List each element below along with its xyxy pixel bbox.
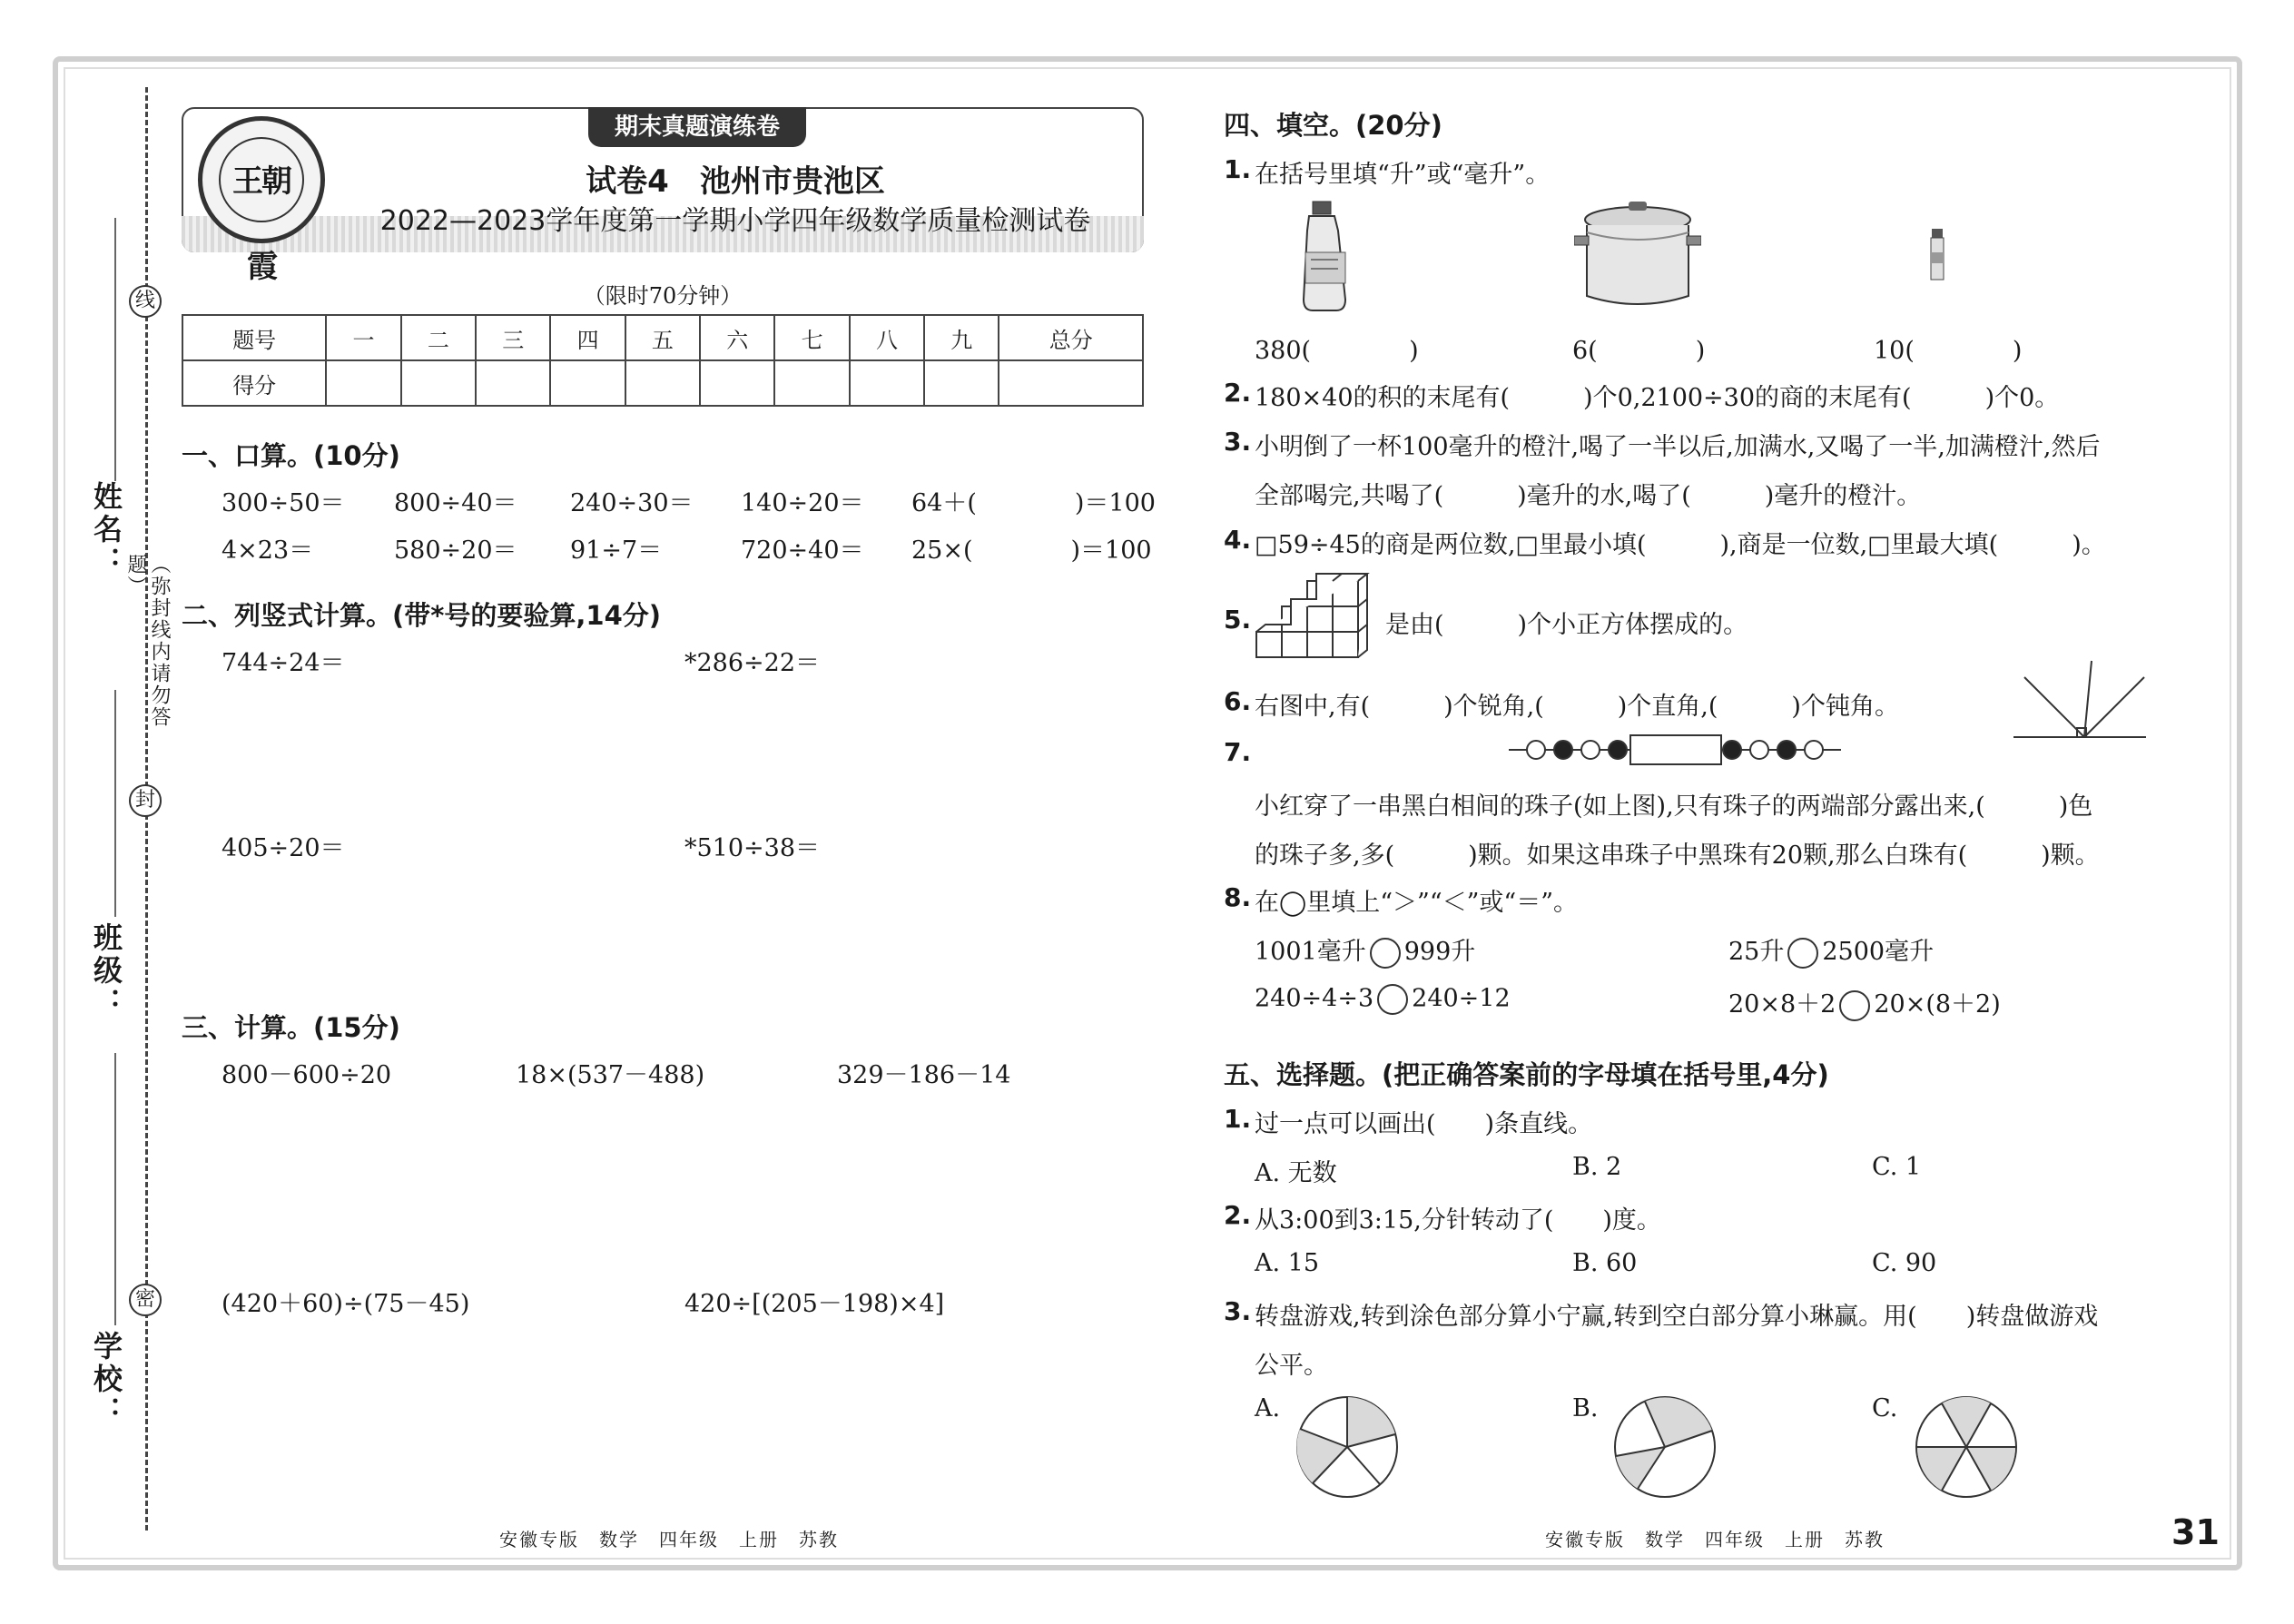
compare-left: 240÷4÷3 — [1255, 984, 1374, 1013]
q5-1-number: 1. — [1224, 1104, 1252, 1134]
compare-right: 240÷12 — [1412, 984, 1511, 1013]
q4-6-number: 6. — [1224, 686, 1252, 716]
oral-item: 140÷20＝ — [741, 489, 864, 517]
score-input-cell[interactable] — [774, 360, 849, 406]
compare-circle[interactable] — [1370, 938, 1401, 969]
vertical-calc-item: 405÷20＝ — [222, 834, 345, 862]
option[interactable]: A. 15 — [1255, 1249, 1320, 1277]
q4-1-number: 1. — [1224, 154, 1252, 184]
q5-1-text[interactable]: 过一点可以画出( )条直线。 — [1255, 1110, 1593, 1138]
score-cell: 四 — [550, 315, 625, 360]
score-cell: 六 — [700, 315, 774, 360]
option[interactable]: B. 60 — [1572, 1249, 1638, 1277]
calc-item: 420÷[(205－198)×4] — [684, 1290, 945, 1318]
compare-item — [1728, 931, 1934, 969]
score-table-score-row — [182, 360, 1143, 406]
section1-title: 一、口算。(10分) — [182, 440, 400, 471]
seal-feng: 封 — [129, 784, 162, 817]
q4-1c-blank[interactable]: 10( ) — [1874, 337, 2023, 365]
oral-item: 240÷30＝ — [570, 489, 694, 517]
q4-3-line2[interactable]: 全部喝完,共喝了( )毫升的水,喝了( )毫升的橙汁。 — [1255, 482, 1922, 510]
compare-item — [1728, 984, 2001, 1021]
class-line — [114, 690, 116, 917]
q4-4-number: 4. — [1224, 525, 1252, 555]
option[interactable]: A. — [1255, 1394, 1281, 1422]
compare-right: 2500毫升 — [1822, 938, 1935, 966]
q4-7-line1[interactable]: 小红穿了一串黑白相间的珠子(如上图),只有珠子的两端部分露出来,( )色 — [1255, 792, 2093, 821]
calc-item: 800－600÷20 — [222, 1061, 392, 1089]
score-input-cell[interactable] — [550, 360, 625, 406]
bead-string-figure — [1507, 733, 1843, 766]
score-input-cell[interactable] — [700, 360, 774, 406]
q4-5-number: 5. — [1224, 605, 1252, 635]
q4-8-text: 在◯里填上“＞”“＜”或“＝”。 — [1255, 889, 1579, 917]
calc-item: (420＋60)÷(75－45) — [222, 1290, 470, 1318]
compare-left: 25升 — [1728, 938, 1785, 966]
water-bottle-icon — [1293, 200, 1356, 314]
seal-mi: 密 — [129, 1284, 162, 1316]
compare-right: 20×(8＋2) — [1874, 990, 2001, 1019]
option[interactable]: C. — [1872, 1394, 1898, 1422]
option[interactable]: C. 1 — [1872, 1153, 1922, 1181]
school-line — [114, 1053, 116, 1325]
time-limit: （限时70分钟） — [583, 283, 743, 309]
vertical-calc-item: *510÷38＝ — [684, 834, 821, 862]
logo-text: 王朝霞 — [219, 137, 304, 222]
school-label: 学校： — [89, 1331, 123, 1429]
oral-item: 300÷50＝ — [222, 489, 345, 517]
q4-5-text[interactable]: 是由( )个小正方体摆成的。 — [1385, 611, 1748, 639]
calc-item: 18×(537－488) — [516, 1061, 705, 1089]
q4-8-number: 8. — [1224, 882, 1252, 912]
spinner-b-figure — [1610, 1393, 1719, 1501]
option[interactable]: A. 无数 — [1255, 1159, 1337, 1187]
score-row-label: 得分 — [182, 360, 326, 406]
section2-title: 二、列竖式计算。(带*号的要验算,14分) — [182, 600, 662, 631]
seal-xian: 线 — [129, 285, 162, 318]
compare-circle[interactable] — [1377, 984, 1408, 1015]
q4-7-number: 7. — [1224, 737, 1252, 767]
footer-left: 安徽专版 数学 四年级 上册 苏教 — [499, 1529, 839, 1550]
option[interactable]: C. 90 — [1872, 1249, 1937, 1277]
q4-1a-blank[interactable]: 380( ) — [1255, 337, 1419, 365]
q4-1-text: 在括号里填“升”或“毫升”。 — [1255, 161, 1551, 189]
score-cell: 一 — [326, 315, 400, 360]
score-cell: 九 — [924, 315, 999, 360]
score-cell: 三 — [476, 315, 550, 360]
score-cell: 总分 — [999, 315, 1143, 360]
cube-stack-figure — [1253, 568, 1373, 664]
section5-title: 五、选择题。(把正确答案前的字母填在括号里,4分) — [1224, 1059, 1829, 1090]
score-input-cell[interactable] — [625, 360, 700, 406]
q4-2-number: 2. — [1224, 378, 1252, 408]
score-cell: 题号 — [182, 315, 326, 360]
q4-3-number: 3. — [1224, 427, 1252, 457]
compare-circle[interactable] — [1787, 938, 1818, 969]
score-cell: 二 — [401, 315, 476, 360]
oral-item: 800÷40＝ — [394, 489, 517, 517]
q5-3-line1[interactable]: 转盘游戏,转到涂色部分算小宁赢,转到空白部分算小琳赢。用( )转盘做游戏 — [1255, 1303, 2099, 1331]
oral-item: 4×23＝ — [222, 536, 314, 565]
compare-item — [1255, 931, 1475, 969]
exam-title: 试卷4 池州市贵池区 — [586, 163, 885, 200]
section3-title: 三、计算。(15分) — [182, 1012, 400, 1043]
vertical-calc-item: *286÷22＝ — [684, 649, 821, 677]
q5-2-text[interactable]: 从3:00到3:15,分针转动了( )度。 — [1255, 1206, 1661, 1235]
score-input-cell[interactable] — [401, 360, 476, 406]
score-input-cell[interactable] — [999, 360, 1143, 406]
compare-left: 1001毫升 — [1255, 938, 1366, 966]
oral-item-blank[interactable]: 64＋( )＝100 — [911, 489, 1156, 517]
brand-logo — [198, 116, 325, 285]
score-input-cell[interactable] — [924, 360, 999, 406]
pot-icon — [1574, 200, 1701, 314]
q5-3-number: 3. — [1224, 1296, 1252, 1326]
score-table — [182, 314, 1144, 407]
score-input-cell[interactable] — [326, 360, 400, 406]
calc-item: 329－186－14 — [837, 1061, 1011, 1089]
angle-figure — [2012, 659, 2148, 741]
page-number: 31 — [2171, 1512, 2220, 1552]
score-input-cell[interactable] — [850, 360, 924, 406]
oral-item: 580÷20＝ — [394, 536, 517, 565]
binding-note: （弥封线内请勿答题） — [124, 554, 171, 728]
name-label: 姓名： — [89, 481, 123, 579]
footer-right: 安徽专版 数学 四年级 上册 苏教 — [1545, 1529, 1885, 1550]
compare-item — [1255, 984, 1511, 1015]
score-cell: 八 — [850, 315, 924, 360]
q4-6-text[interactable]: 右图中,有( )个锐角,( )个直角,( )个钝角。 — [1255, 693, 1899, 721]
q4-4-text[interactable]: □59÷45的商是两位数,□里最小填( ),商是一位数,□里最大填( )。 — [1255, 531, 2106, 559]
score-table-header-row — [182, 315, 1143, 360]
q4-2-text[interactable]: 180×40的积的末尾有( )个0,2100÷30的商的末尾有( )个0。 — [1255, 384, 2060, 412]
q5-2-number: 2. — [1224, 1200, 1252, 1230]
q4-1b-blank[interactable]: 6( ) — [1572, 337, 1706, 365]
header-badge: 期末真题演练卷 — [588, 107, 806, 147]
oral-item: 720÷40＝ — [741, 536, 864, 565]
name-line — [114, 218, 116, 481]
score-input-cell[interactable] — [476, 360, 550, 406]
spinner-c-figure — [1912, 1393, 2021, 1501]
small-vial-icon — [1928, 227, 1946, 283]
q5-3-line2: 公平。 — [1255, 1352, 1328, 1380]
compare-left: 20×8＋2 — [1728, 990, 1836, 1019]
compare-right: 999升 — [1403, 938, 1476, 966]
spinner-a-figure — [1293, 1393, 1402, 1501]
oral-item: 91÷7＝ — [570, 536, 663, 565]
option[interactable]: B. 2 — [1572, 1153, 1622, 1181]
option[interactable]: B. — [1572, 1394, 1599, 1422]
oral-item-blank[interactable]: 25×( )＝100 — [911, 536, 1152, 565]
exam-subtitle: 2022—2023学年度第一学期小学四年级数学质量检测试卷 — [379, 205, 1091, 237]
score-cell: 五 — [625, 315, 700, 360]
q4-7-line2[interactable]: 的珠子多,多( )颗。如果这串珠子中黑珠有20颗,那么白珠有( )颗。 — [1255, 842, 2100, 870]
section4-title: 四、填空。(20分) — [1224, 110, 1442, 141]
compare-circle[interactable] — [1839, 990, 1870, 1021]
vertical-calc-item: 744÷24＝ — [222, 649, 345, 677]
class-label: 班级： — [89, 922, 123, 1020]
score-cell: 七 — [774, 315, 849, 360]
q4-3-line1: 小明倒了一杯100毫升的橙汁,喝了一半以后,加满水,又喝了一半,加满橙汁,然后 — [1255, 433, 2101, 461]
